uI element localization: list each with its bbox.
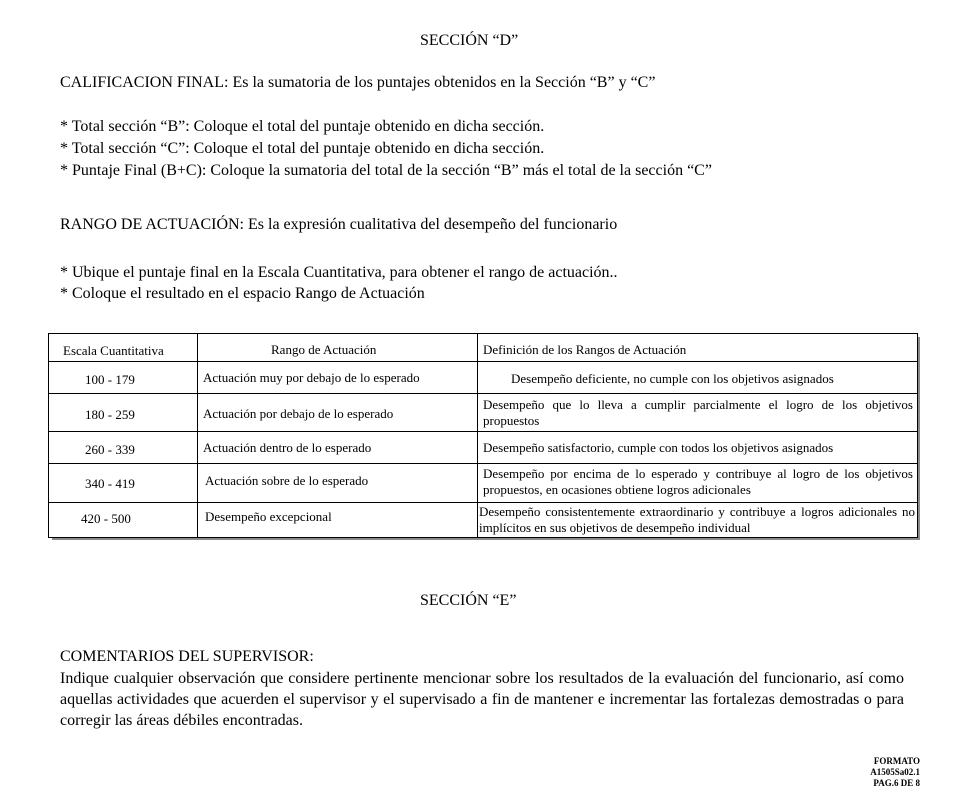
column-divider	[197, 334, 198, 537]
row4-definicion: Desempeño por encima de lo esperado y contribuye al logro de los objetivos propuestos, en ocasiones obtiene logros adicionales	[483, 466, 913, 497]
row3-definicion: Desempeño satisfactorio, cumple con todos los objetivos asignados	[483, 440, 834, 455]
comentarios-text: Indique cualquier observación que considere pertinente mencionar sobre los resultados de la evaluación del funcionario, así como aquellas actividades que acuerden el supervisor y el supervisado a fin de mantener e incrementar las fortalezas demostradas o para corregir las áreas débiles encontradas.	[60, 670, 904, 729]
row4-escala: 340 - 419	[85, 476, 135, 491]
row3-escala: 260 - 339	[85, 442, 135, 457]
row4-rango: Actuación sobre de lo esperado	[205, 473, 369, 488]
row2-definicion: Desempeño que lo lleva a cumplir parcialmente el logro de los objetivos propuestos	[483, 397, 913, 428]
bullet-puntaje-final: * Puntaje Final (B+C): Coloque la sumatoria del total de la sección “B” más el total de la sección “C”	[60, 162, 712, 179]
row5-definicion: Desempeño consistentemente extraordinario y contribuye a logros adicionales no implícitos en sus objetivos de desempeño individual	[479, 504, 915, 535]
row-divider	[49, 502, 917, 503]
row-divider	[49, 463, 917, 464]
bullet-total-c: * Total sección “C”: Coloque el total del puntaje obtenido en dicha sección.	[60, 140, 545, 157]
footer-page: PAG.6 DE 8	[873, 778, 920, 788]
bullet-total-b: * Total sección “B”: Coloque el total del puntaje obtenido en dicha sección.	[60, 118, 545, 135]
header-rango: Rango de Actuación	[271, 342, 377, 357]
rango-actuacion-text: RANGO DE ACTUACIÓN: Es la expresión cualitativa del desempeño del funcionario	[60, 216, 618, 233]
row1-definicion: Desempeño deficiente, no cumple con los objetivos asignados	[511, 371, 834, 386]
row5-rango: Desempeño excepcional	[205, 509, 332, 524]
rangos-table	[48, 333, 918, 538]
formato-footer	[870, 756, 920, 789]
row-divider	[49, 393, 917, 394]
row3-rango: Actuación dentro de lo esperado	[203, 440, 372, 455]
bullet-coloque: * Coloque el resultado en el espacio Rango de Actuación	[60, 285, 425, 302]
table-box	[48, 333, 918, 538]
header-definicion: Definición de los Rangos de Actuación	[483, 342, 687, 357]
header-escala: Escala Cuantitativa	[63, 343, 164, 358]
comentarios-title: COMENTARIOS DEL SUPERVISOR:	[60, 648, 314, 665]
bullet-ubique: * Ubique el puntaje final en la Escala Cuantitativa, para obtener el rango de actuación..	[60, 264, 618, 281]
column-divider	[477, 334, 478, 537]
footer-formato: FORMATO	[873, 756, 920, 766]
row2-escala: 180 - 259	[85, 407, 135, 422]
row2-rango: Actuación por debajo de lo esperado	[203, 406, 394, 421]
row1-escala: 100 - 179	[85, 372, 135, 387]
footer-code: A1505Sa02.1	[870, 767, 920, 777]
calificacion-final-text: CALIFICACION FINAL: Es la sumatoria de los puntajes obtenidos en la Sección “B” y “C”	[60, 74, 656, 91]
section-d-title: SECCIÓN “D”	[420, 32, 519, 49]
row-divider	[49, 361, 917, 362]
row1-rango: Actuación muy por debajo de lo esperado	[203, 370, 420, 385]
row-divider	[49, 431, 917, 432]
section-e-title: SECCIÓN “E”	[420, 592, 517, 609]
row5-escala: 420 - 500	[81, 511, 131, 526]
